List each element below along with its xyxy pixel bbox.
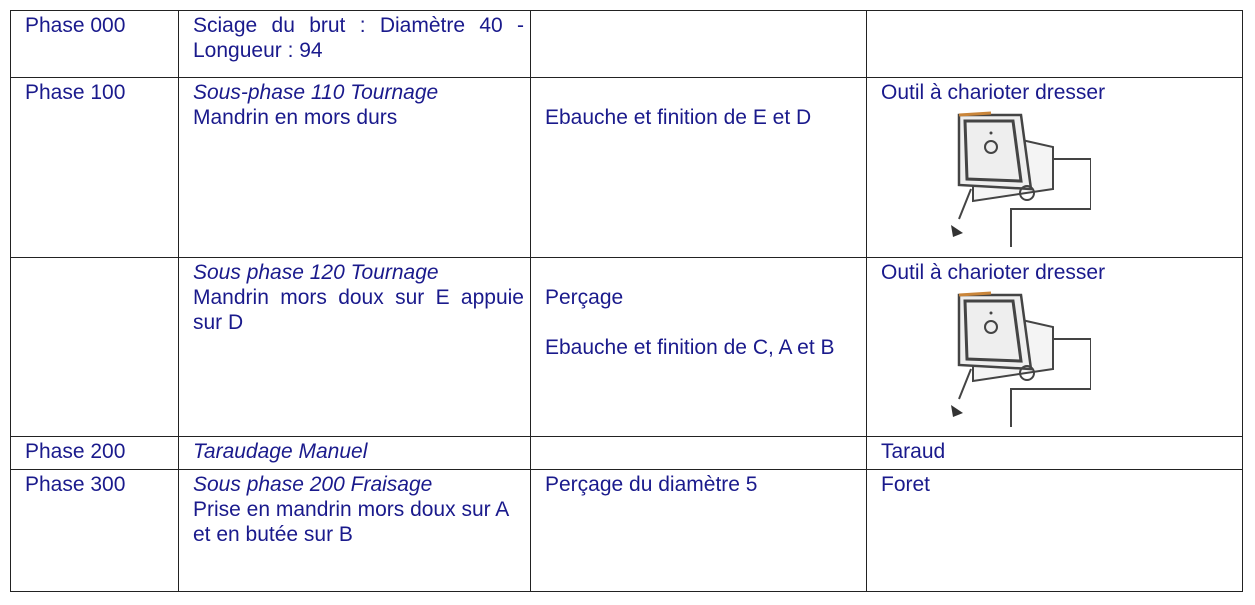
tool-cell — [867, 469, 1243, 591]
work-text: Perçage du diamètre 5 — [545, 472, 758, 496]
turning-tool-icon — [951, 289, 1091, 427]
phase-cell — [11, 437, 179, 470]
phase-cell — [11, 78, 179, 257]
operation-text: Mandrin en mors durs — [193, 106, 398, 130]
work-cell — [531, 257, 867, 436]
tool-label: Outil à charioter dresser — [881, 81, 1106, 105]
subphase-title: Sous phase 200 Fraisage — [193, 472, 433, 496]
work-cell — [531, 78, 867, 257]
phase-label: Phase 300 — [25, 472, 126, 496]
work-cell — [531, 11, 867, 78]
subphase-title: Sous phase 120 Tournage — [193, 260, 439, 284]
operation-cell — [179, 437, 531, 470]
operation-cell — [179, 469, 531, 591]
subphase-title: Taraudage Manuel — [193, 440, 368, 464]
table-row — [11, 11, 1243, 78]
table-row — [11, 437, 1243, 470]
operation-text: Sciage du brut : Diamètre 40 - Longueur : 94 — [193, 14, 524, 62]
phase-label: Phase 100 — [25, 81, 126, 105]
table-row — [11, 469, 1243, 591]
tool-label: Taraud — [881, 440, 946, 464]
table-row — [11, 257, 1243, 436]
operation-text: Mandrin mors doux sur E appuie sur D — [193, 285, 524, 334]
operation-cell — [179, 257, 531, 436]
phase-cell — [11, 469, 179, 591]
tool-label: Outil à charioter dresser — [881, 260, 1106, 284]
table-row — [11, 78, 1243, 257]
work-text: Perçage — [545, 285, 624, 309]
turning-tool-icon — [951, 109, 1091, 247]
phase-cell — [11, 257, 179, 436]
process-table — [10, 10, 1243, 592]
operation-cell — [179, 78, 531, 257]
subphase-title: Sous-phase 110 Tournage — [193, 81, 439, 105]
tool-label: Foret — [881, 472, 931, 496]
phase-cell — [11, 11, 179, 78]
tool-cell — [867, 78, 1243, 257]
work-text-secondary: Ebauche et finition de C, A et B — [545, 335, 835, 359]
work-cell — [531, 437, 867, 470]
work-text: Ebauche et finition de E et D — [545, 106, 812, 130]
phase-label: Phase 000 — [25, 14, 126, 37]
operation-text: Prise en mandrin mors doux sur A et en butée sur B — [193, 497, 509, 546]
tool-cell — [867, 257, 1243, 436]
operation-cell — [179, 11, 531, 78]
tool-cell — [867, 11, 1243, 78]
phase-label: Phase 200 — [25, 440, 126, 464]
tool-cell — [867, 437, 1243, 470]
work-cell — [531, 469, 867, 591]
